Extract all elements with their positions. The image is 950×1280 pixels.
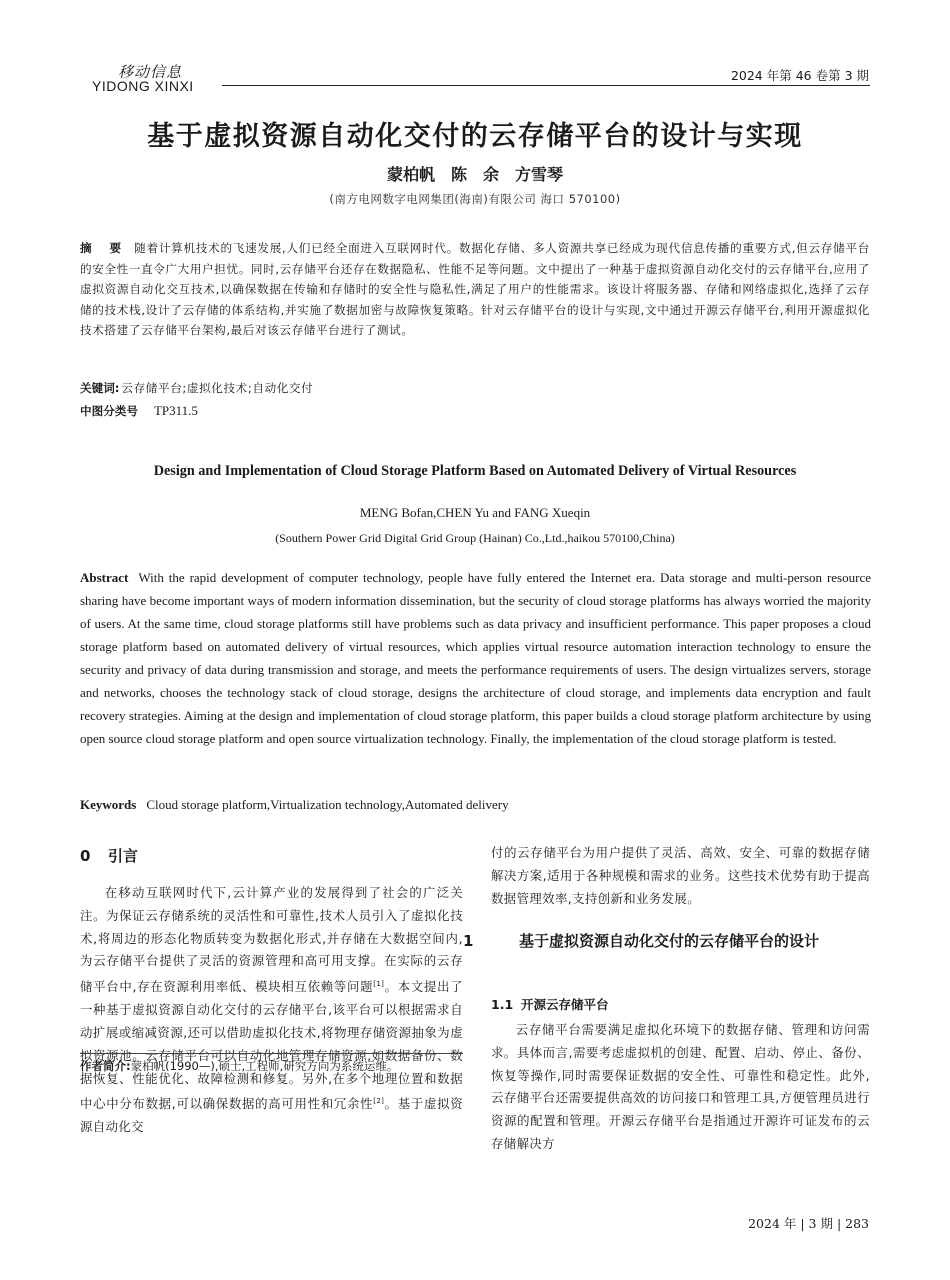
section-0-title: 引言: [108, 847, 139, 865]
keywords-en: [80, 797, 509, 813]
authors-en: MENG Bofan,CHEN Yu and FANG Xueqin: [359, 505, 591, 520]
classification-value: TP311.5: [153, 403, 198, 418]
section-1-1-paragraph: 云存储平台需要满足虚拟化环境下的数据存储、管理和访问需求。具体而言,需要考虑虚拟机的创建、配置、启动、停止、备份、恢复等操作,同时需要保证数据的安全性、可靠性和稳定性。此外,云存储平台还需要提供高效的访问接口和管理工具,方便管理员进行资源的配置和管理。开源云存储平台是指通过开源许可证发布的云存储解决方: [491, 1022, 870, 1151]
section-0-paragraph: [80, 882, 463, 1139]
abstract-en-text: With the rapid development of computer technology, people have fully entered the Internet era. Data storage and multi-person resource sharing have become important ways of modern information dissemination, but the security of cloud storage platforms has always worried the majority of users. At the same time, cloud storage platforms still have problems such as data privacy and insufficient performance. This paper proposes a cloud storage platform based on automated delivery of virtual resources, which applies virtual resource automation interaction technology to ensure the security and privacy of data during transmission and storage, and meets the performance requirements of users. The design virtualizes servers, storage and networks, chooses the technology stack of cloud storage, designs the architecture of cloud storage, and implements data encryption and fault recovery strategies. Aiming at the design and implementation of cloud storage platform, this paper builds a cloud storage platform architecture by using open source cloud storage platform and open source virtualization technology. Finally, the implementation of the cloud storage platform is tested.: [80, 570, 871, 746]
affiliation-cn: (南方电网数字电网集团(海南)有限公司 海口 570100): [329, 192, 621, 206]
keywords-cn-label: 关键词:: [80, 381, 120, 395]
section-1-title: 基于虚拟资源自动化交付的云存储平台的设计: [519, 932, 820, 950]
citation-1[interactable]: [1]: [373, 980, 385, 989]
footnote-text: 蒙柏帆(1990—),硕士,工程师,研究方向为系统运维。: [130, 1059, 399, 1073]
abstract-en: [80, 566, 871, 750]
abstract-en-label: Abstract: [80, 570, 129, 585]
header-divider: [222, 85, 870, 86]
section-0-text-c: 。基于虚拟资源自动化交: [80, 1096, 463, 1135]
section-1-number: 1: [463, 932, 474, 950]
paper-title-cn: 基于虚拟资源自动化交付的云存储平台的设计与实现: [147, 121, 803, 152]
classification-label: 中图分类号: [80, 404, 138, 418]
issue-info: 2024 年第 46 卷第 3 期: [730, 68, 869, 83]
journal-name-en: YIDONG XINXI: [92, 78, 194, 94]
section-1-1-heading: [491, 995, 870, 1013]
abstract-cn-text: 随着计算机技术的飞速发展,人们已经全面进入互联网时代。数据化存储、多人资源共享已经成为现代信息传播的重要方式,但云存储平台的安全性一直令广大用户担忧。同时,云存储平台还存在数据隐私、性能不足等问题。文中提出了一种基于虚拟资源自动化交付的云存储平台,应用了虚拟资源自动化交互技术,以确保数据在传输和存储时的安全性与隐私性,满足了用户的性能需求。该设计将服务器、存储和网络虚拟化,选择了云存储的技术栈,设计了云存储的体系结构,并实施了数据加密与故障恢复策略。针对云存储平台的设计与实现,文中通过开源云存储平台,利用开源虚拟化技术搭建了云存储平台架构,最后对该云存储平台进行了测试。: [80, 241, 870, 337]
section-0-text-a: 在移动互联网时代下,云计算产业的发展得到了社会的广泛关注。为保证云存储系统的灵活性和可靠性,技术人员引入了虚拟化技术,将周边的形态化物质转变为数据化形式,并存储在大数据空间内,为云存储平台提供了灵活的资源管理和高可用支撑。在实际的云存储平台中,存在资源利用率低、模块相互依赖等问题: [80, 885, 463, 995]
section-1-heading: [463, 928, 870, 954]
section-1-1-title: 开源云存储平台: [521, 997, 609, 1012]
authors-cn: 蒙柏帆 陈 余 方雪琴: [386, 165, 563, 184]
section-1-1-number: 1.1: [491, 997, 514, 1012]
section-0-text-b: 。本文提出了一种基于虚拟资源自动化交付的云存储平台,该平台可以根据需求自动扩展或缩减资源,还可以借助虚拟化技术,将物理存储资源抽象为虚拟资源池。云存储平台可以自动化地管理存储资源,如数据备份、数据恢复、性能优化、故障检测和修复。另外,在多个地理位置和数据中心中分布数据,可以确保数据的高可用性和冗余性: [80, 979, 463, 1112]
paper-title-en: Design and Implementation of Cloud Storage Platform Based on Automated Delivery of Virtual Resources: [153, 463, 797, 479]
keywords-cn: [80, 378, 870, 399]
classification-number: [80, 401, 870, 422]
citation-2[interactable]: [2]: [373, 1097, 385, 1106]
section-0-continued: 付的云存储平台为用户提供了灵活、高效、安全、可靠的数据存储解决方案,适用于各种规模和需求的业务。这些技术优势有助于提高数据管理效率,支持创新和业务发展。: [491, 845, 870, 906]
affiliation-en: (Southern Power Grid Digital Grid Group (Hainan) Co.,Ltd.,haikou 570100,China): [275, 531, 675, 545]
keywords-en-label: Keywords: [80, 797, 137, 812]
author-footnote: [80, 1058, 398, 1074]
footnote-divider: [80, 1053, 463, 1054]
keywords-en-text: Cloud storage platform,Virtualization technology,Automated delivery: [146, 797, 509, 812]
abstract-cn-label: 摘 要: [80, 241, 125, 255]
keywords-cn-text: 云存储平台;虚拟化技术;自动化交付: [121, 381, 314, 395]
section-0-heading: [80, 845, 463, 866]
abstract-cn: [80, 238, 870, 341]
footnote-label: 作者简介:: [80, 1059, 131, 1073]
journal-name-cn: 移动信息: [118, 63, 183, 81]
section-0-number: 0: [80, 847, 91, 865]
page-footer: 2024 年 | 3 期 | 283: [748, 1216, 869, 1231]
